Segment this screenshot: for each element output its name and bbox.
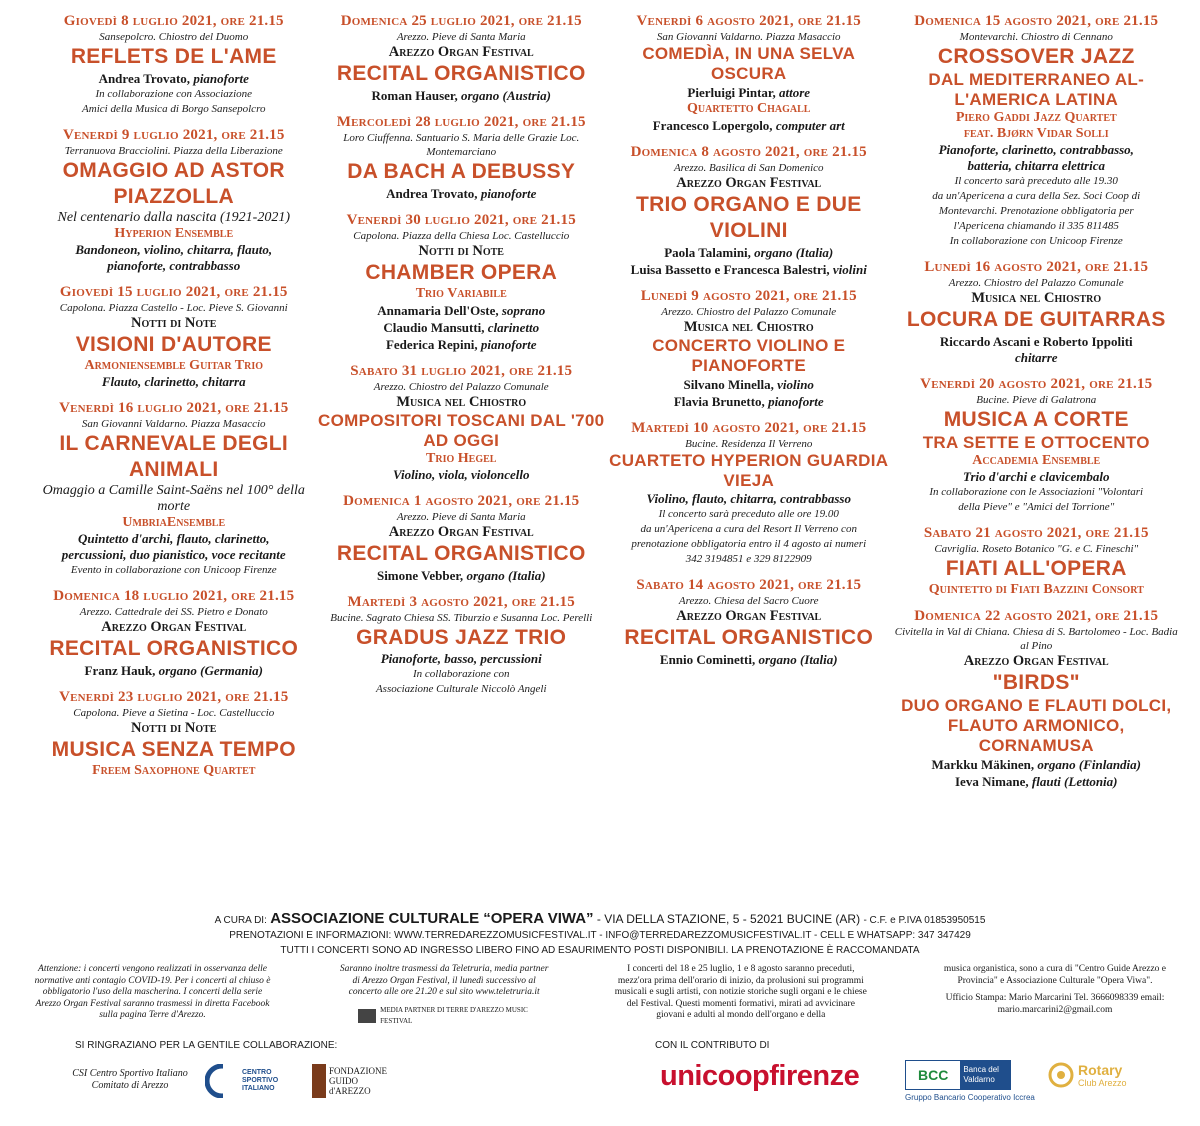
event-title: VISIONI D'AUTORE — [75, 333, 272, 356]
event-instruments: Violino, viola, violoncello — [393, 467, 530, 482]
performer-name: Andrea Trovato, — [98, 71, 194, 86]
event-instruments: percussioni, duo pianistico, voce recitante — [61, 547, 286, 562]
event-title: CHAMBER OPERA — [365, 261, 558, 284]
event-title-2: TRA SETTE E OTTOCENTO — [922, 433, 1150, 452]
event-note: 342 3194851 e 329 8122909 — [685, 553, 812, 565]
performer-role: organo (Austria) — [461, 88, 551, 103]
event-date: Venerdì 9 luglio 2021, ore 21.15 — [62, 127, 285, 143]
event-title: COMPOSITORI TOSCANI DAL '700 AD OGGI — [318, 411, 605, 450]
performer-name: Franz Hauk, — [84, 663, 159, 678]
event-title-2: DAL MEDITERRANEO AL-L'AMERICA LATINA — [928, 70, 1145, 109]
event-note: In collaborazione con Associazione — [95, 88, 253, 100]
organizer-address: - VIA DELLA STAZIONE, 5 - 52021 BUCINE (AR) — [596, 912, 861, 926]
event-series: Arezzo Organ Festival — [676, 175, 822, 191]
event — [30, 12, 318, 117]
event-place: Arezzo. Chiostro del Palazzo Comunale — [373, 381, 549, 393]
performer — [605, 393, 893, 410]
media-partner — [337, 1005, 552, 1028]
event-title: FIATI ALL'OPERA — [945, 557, 1127, 580]
csi-logo-icon — [205, 1064, 239, 1098]
event-place: Arezzo. Pieve di Santa Maria — [396, 511, 526, 523]
performer-role: organo (Finlandia) — [1037, 757, 1141, 772]
event-ensemble: Quintetto di Fiati Bazzini Consort — [928, 582, 1144, 597]
event-note: prenotazione obbligatoria entro il 4 agosto ai numeri — [631, 538, 867, 550]
performer-name: Francesco Lopergolo, — [652, 118, 776, 133]
event-series: Musica nel Chiostro — [396, 394, 527, 410]
event-date: Venerdì 16 luglio 2021, ore 21.15 — [59, 400, 289, 416]
performer — [893, 756, 1181, 773]
event-title-2: DUO ORGANO E FLAUTI DOLCI, FLAUTO ARMONICO, CORNAMUSA — [901, 696, 1172, 755]
event-note: da un'Apericena a cura del Resort Il Verreno con — [640, 523, 857, 535]
event-instruments: Violino, flauto, chitarra, contrabbasso — [646, 491, 851, 506]
thanks-label: SI RINGRAZIANO PER LA GENTILE COLLABORAZIONE: — [75, 1040, 338, 1051]
performer — [605, 376, 893, 393]
event-title: MUSICA SENZA TEMPO — [51, 738, 296, 761]
rotary-logo — [1048, 1062, 1127, 1088]
event-date: Mercoledì 28 luglio 2021, ore 21.15 — [336, 114, 586, 130]
footer — [0, 910, 1200, 957]
event-place: Arezzo. Chiostro del Palazzo Comunale — [948, 277, 1124, 289]
covid-note: Attenzione: i concerti vengono realizzati in osservanza delle normative anti contagio COVID-19. Per i concerti al chiuso è obbligatorio l'uso della mascherina. I concerti della serie Arezzo Organ Festival saranno trasmessi in diretta Facebook sulla pagina Terre d'Arezzo. — [34, 964, 271, 1020]
event-date: Venerdì 30 luglio 2021, ore 21.15 — [346, 212, 576, 228]
event-place: Civitella in Val di Chiana. Chiesa di S. Bartolomeo - Loc. Badia al Pino — [894, 626, 1178, 652]
event-title: RECITAL ORGANISTICO — [624, 626, 874, 649]
event — [893, 524, 1181, 598]
event — [893, 607, 1181, 790]
event-ensemble: Accademia Ensemble — [972, 453, 1101, 468]
event-title: RECITAL ORGANISTICO — [336, 542, 586, 565]
csi-logo — [205, 1064, 292, 1098]
event-date: Martedì 3 agosto 2021, ore 21.15 — [347, 594, 575, 610]
event — [605, 576, 893, 668]
performer-name: Simone Vebber, — [376, 568, 467, 583]
event-place: Arezzo. Cattedrale dei SS. Pietro e Donato — [79, 606, 268, 618]
event — [605, 143, 893, 278]
event-ensemble: Quartetto Chagall — [687, 101, 811, 116]
performer-name: Paola Talamini, — [664, 245, 755, 260]
teletruria-note — [337, 964, 552, 1028]
teletruria-text: Saranno inoltre trasmessi da Teletruria, media partner di Arezzo Organ Festival, il lunedì successivo al concerto alle ore 21.20 e sul sito www.teletruria.it — [339, 964, 549, 997]
performer-role: organo (Italia) — [758, 652, 838, 667]
performer-name: Ieva Nimane, — [954, 774, 1032, 789]
unicoop-logo: unicoopfirenze — [660, 1060, 860, 1092]
rotary-name: Rotary — [1078, 1062, 1123, 1078]
event-title: GRADUS JAZZ TRIO — [356, 626, 567, 649]
contribution-label: CON IL CONTRIBUTO DI — [655, 1040, 770, 1051]
event-note: l'Apericena chiamando il 335 811485 — [953, 220, 1119, 232]
teletruria-logo-icon — [358, 1009, 376, 1023]
rotary-wheel-icon — [1048, 1062, 1074, 1088]
footnotes — [30, 964, 1180, 1028]
event-ensemble: Trio Variabile — [415, 286, 507, 301]
event-place: Capolona. Pieve a Sietina - Loc. Castelluccio — [73, 707, 275, 719]
event-date: Sabato 31 luglio 2021, ore 21.15 — [350, 363, 573, 379]
event-date: Domenica 15 agosto 2021, ore 21.15 — [914, 13, 1159, 29]
event-place: Capolona. Piazza della Chiesa Loc. Castelluccio — [353, 230, 570, 242]
organ-talks-text: musica organistica, sono a cura di "Centro Guide Arezzo e Provincia" e Associazione Culturale "Opera Viwa". — [943, 964, 1167, 986]
press-office: Ufficio Stampa: Mario Marcarini Tel. 3666098339 email: mario.marcarini2@gmail.com — [945, 993, 1165, 1015]
free-entry-info: TUTTI I CONCERTI SONO AD INGRESSO LIBERO FINO AD ESAURIMENTO POSTI DISPONIBILI. LA PRENOTAZIONE È RACCOMANDATA — [280, 945, 920, 956]
performer-role: violini — [832, 262, 867, 277]
event — [893, 258, 1181, 366]
event — [605, 419, 893, 567]
event-title: CONCERTO VIOLINO E PIANOFORTE — [652, 336, 846, 375]
event-date: Lunedì 9 agosto 2021, ore 21.15 — [640, 288, 857, 304]
event-note: Il concerto sarà preceduto alle 19.30 — [954, 175, 1118, 187]
event-instruments: Pianoforte, basso, percussioni — [380, 651, 542, 666]
event-title: COMEDÌA, IN UNA SELVA OSCURA — [642, 44, 856, 83]
event-note: In collaborazione con — [412, 668, 510, 680]
performer — [318, 336, 606, 353]
event-subtitle: Nel centenario dalla nascita (1921-2021) — [57, 210, 291, 225]
rotary-text — [1078, 1062, 1127, 1088]
performer — [30, 70, 318, 87]
event-ensemble: Hyperion Ensemble — [114, 226, 234, 241]
event-instruments: Pianoforte, clarinetto, contrabbasso, — [938, 142, 1134, 157]
event — [30, 283, 318, 390]
event — [893, 12, 1181, 249]
event-date: Domenica 8 agosto 2021, ore 21.15 — [630, 144, 867, 160]
event-series: Arezzo Organ Festival — [676, 608, 822, 624]
event-date: Domenica 22 agosto 2021, ore 21.15 — [914, 608, 1159, 624]
event-title: RECITAL ORGANISTICO — [336, 62, 586, 85]
event-date: Domenica 1 agosto 2021, ore 21.15 — [343, 493, 580, 509]
event-ensemble: Trio Hegel — [426, 451, 497, 466]
event-date: Giovedì 8 luglio 2021, ore 21.15 — [63, 13, 284, 29]
event-title: RECITAL ORGANISTICO — [49, 637, 299, 660]
event-instruments: Trio d'archi e clavicembalo — [963, 469, 1110, 484]
event-place: Bucine. Pieve di Galatrona — [976, 394, 1097, 406]
performer-role: computer art — [775, 118, 845, 133]
performer-role: pianoforte — [768, 394, 824, 409]
bcc-logo-text: BCC — [918, 1067, 949, 1083]
performer-role: organo (Germania) — [158, 663, 263, 678]
organizer-name: ASSOCIAZIONE CULTURALE “OPERA VIWA” — [270, 910, 594, 927]
event-place: Loro Ciuffenna. Santuario S. Maria delle Grazie Loc. Montemarciano — [343, 132, 580, 158]
event-place: Bucine. Sagrato Chiesa SS. Tiburzio e Susanna Loc. Perelli — [330, 612, 593, 624]
event-note: Montevarchi. Prenotazione obbligatoria per — [938, 205, 1134, 217]
event-title: MUSICA A CORTE — [943, 408, 1129, 431]
performer — [605, 244, 893, 261]
event-note: Il concerto sarà preceduto alle ore 19.00 — [658, 508, 839, 520]
event — [30, 587, 318, 679]
performer-role: pianoforte — [480, 337, 537, 352]
event-place: Arezzo. Pieve di Santa Maria — [396, 31, 526, 43]
event-ensemble: UmbriaEnsemble — [122, 515, 226, 530]
organizer-vat: - C.F. e P.IVA 01853950515 — [863, 915, 986, 926]
performer-name: Markku Mäkinen, — [931, 757, 1038, 772]
event-title: LOCURA DE GUITARRAS — [906, 308, 1166, 331]
event — [318, 113, 606, 202]
event-date: Domenica 25 luglio 2021, ore 21.15 — [340, 13, 582, 29]
performer — [318, 567, 606, 584]
event — [318, 593, 606, 697]
event-date: Lunedì 16 agosto 2021, ore 21.15 — [924, 259, 1149, 275]
event — [30, 399, 318, 578]
performer — [605, 84, 893, 101]
performer-name: Luisa Bassetto e Francesca Balestri, — [630, 262, 833, 277]
event-date: Venerdì 6 agosto 2021, ore 21.15 — [636, 13, 861, 29]
event — [318, 12, 606, 104]
event-note: Evento in collaborazione con Unicoop Firenze — [70, 564, 277, 576]
event-instruments: Bandoneon, violino, chitarra, flauto, — [75, 242, 273, 257]
performer-name: Annamaria Dell'Oste, — [377, 303, 502, 318]
performer — [318, 302, 606, 319]
event-date: Venerdì 20 agosto 2021, ore 21.15 — [920, 376, 1153, 392]
event-instruments: Flauto, clarinetto, chitarra — [101, 374, 246, 389]
event-place: Terranuova Bracciolini. Piazza della Liberazione — [64, 145, 283, 157]
event-place: Sansepolcro. Chiostro del Duomo — [99, 31, 249, 43]
performer — [605, 117, 893, 134]
performer-role: pianoforte — [480, 186, 537, 201]
event-series: Arezzo Organ Festival — [963, 653, 1109, 669]
event-series: Notti di Note — [131, 720, 217, 736]
guido-logo — [312, 1064, 387, 1098]
event-title: IL CARNEVALE DEGLI ANIMALI — [59, 432, 289, 481]
event-date: Martedì 10 agosto 2021, ore 21.15 — [631, 420, 867, 436]
performer — [318, 185, 606, 202]
guido-portrait-icon — [312, 1064, 326, 1098]
event — [318, 211, 606, 353]
event-date: Domenica 18 luglio 2021, ore 21.15 — [53, 588, 295, 604]
event-date: Giovedì 15 luglio 2021, ore 21.15 — [59, 284, 288, 300]
event-series: Arezzo Organ Festival — [388, 44, 534, 60]
event-ensemble: Armoniensemble Guitar Trio — [84, 358, 264, 373]
organ-talks-note: I concerti del 18 e 25 luglio, 1 e 8 agosto saranno preceduti, mezz'ora prima dell'orario di inizio, da prolusioni sui programmi musicali e sugli artisti, con notizie storiche sugli organi e le chiese del Festival. Questi momenti formativi, mirati ad avvicinare giovani e adulti al mondo dell'organo e della — [614, 964, 867, 1020]
event-place: Montevarchi. Chiostro di Cennano — [959, 31, 1113, 43]
event-title: "BIRDS" — [992, 671, 1080, 694]
event-series: Arezzo Organ Festival — [101, 619, 247, 635]
csi-logo-text: CENTRO SPORTIVO ITALIANO — [242, 1069, 279, 1092]
event-date: Venerdì 23 luglio 2021, ore 21.15 — [59, 689, 289, 705]
event-ensemble: Piero Gaddi Jazz Quartet — [955, 110, 1117, 125]
event-series: Musica nel Chiostro — [971, 290, 1102, 306]
performer-role: violino — [777, 377, 814, 392]
event — [30, 688, 318, 779]
event-note: Associazione Culturale Niccolò Angeli — [375, 683, 547, 695]
event-place: Arezzo. Chiostro del Palazzo Comunale — [661, 306, 837, 318]
performer-role: soprano — [501, 303, 546, 318]
program-columns — [30, 12, 1180, 902]
performer-name: Pierluigi Pintar, — [687, 85, 780, 100]
bcc-group: Gruppo Bancario Cooperativo Iccrea — [905, 1093, 1035, 1102]
event — [605, 12, 893, 134]
performer — [893, 773, 1181, 790]
performer — [893, 333, 1181, 350]
program-column — [318, 12, 606, 902]
event-place: Arezzo. Basilica di San Domenico — [673, 162, 824, 174]
performer — [605, 261, 893, 278]
event-title: OMAGGIO AD ASTOR PIAZZOLLA — [62, 159, 285, 208]
event-date: Sabato 21 agosto 2021, ore 21.15 — [923, 525, 1149, 541]
event-ensemble: Freem Saxophone Quartet — [92, 763, 256, 778]
performer-role: clarinetto — [487, 320, 540, 335]
event-series: Notti di Note — [131, 315, 217, 331]
bcc-bank-name: Banca del Valdarno — [960, 1061, 1010, 1089]
performer-name: Ennio Cominetti, — [659, 652, 759, 667]
event-note: della Pieve" e "Amici del Torrione" — [958, 501, 1115, 513]
performer-name: Roman Hauser, — [371, 88, 461, 103]
event-instruments: chitarre — [1014, 350, 1058, 365]
performer-role: attore — [779, 85, 811, 100]
event-title: CUARTETO HYPERION GUARDIA VIEJA — [609, 451, 889, 490]
performer-role: organo (Italia) — [754, 245, 834, 260]
organ-talks-note-2 — [930, 964, 1180, 1028]
event-note: In collaborazione con Unicoop Firenze — [949, 235, 1123, 247]
performer-role: pianoforte — [193, 71, 249, 86]
event-place: San Giovanni Valdarno. Piazza Masaccio — [656, 31, 841, 43]
event-title: REFLETS DE L'AME — [70, 45, 277, 68]
bcc-logo — [905, 1060, 1011, 1090]
booking-info: PRENOTAZIONI E INFORMAZIONI: WWW.TERREDAREZZOMUSICFESTIVAL.IT - INFO@TERREDAREZZOMUSICFESTIVAL.IT - CELL E WHATSAPP: 347 347429 — [229, 930, 971, 941]
event-instruments: Quintetto d'archi, flauto, clarinetto, — [78, 531, 270, 546]
performer-name: Flavia Brunetto, — [673, 394, 769, 409]
performer-name: Silvano Minella, — [683, 377, 778, 392]
event — [605, 287, 893, 410]
event-instruments: pianoforte, contrabbasso — [107, 258, 241, 273]
event-note: In collaborazione con le Associazioni "Volontari — [929, 486, 1144, 498]
performer — [318, 319, 606, 336]
program-column — [893, 12, 1181, 902]
event-place: Capolona. Piazza Castello - Loc. Pieve S. Giovanni — [59, 302, 288, 314]
performer-name: Federica Repini, — [385, 337, 481, 352]
event-place: Cavriglia. Roseto Botanico "G. e C. Fineschi" — [934, 543, 1139, 555]
program-column — [605, 12, 893, 902]
csi-text: CSI Centro Sportivo Italiano Comitato di Arezzo — [72, 1068, 188, 1091]
event-place: Arezzo. Chiesa del Sacro Cuore — [678, 595, 819, 607]
event-ensemble-2: feat. Bjørn Vidar Solli — [963, 126, 1109, 141]
event-title: CROSSOVER JAZZ — [937, 45, 1135, 68]
guido-logo-text: FONDAZIONE GUIDO d'AREZZO — [329, 1066, 387, 1096]
event-subtitle: Omaggio a Camille Saint-Saëns nel 100° della morte — [42, 483, 305, 514]
event — [318, 492, 606, 584]
performer-name: Andrea Trovato, — [386, 186, 481, 201]
event — [893, 375, 1181, 515]
rotary-club: Club Arezzo — [1078, 1078, 1127, 1088]
event-series: Musica nel Chiostro — [683, 319, 814, 335]
performer — [605, 651, 893, 668]
performer — [318, 87, 606, 104]
curated-prefix: A CURA DI: — [214, 915, 267, 926]
event-instruments: batteria, chitarra elettrica — [967, 158, 1106, 173]
event-title: TRIO ORGANO E DUE VIOLINI — [635, 193, 862, 242]
event-note: da un'Apericena a cura della Sez. Soci Coop di — [932, 190, 1141, 202]
curated-by — [0, 910, 1200, 927]
event-series: Notti di Note — [418, 243, 504, 259]
media-partner-text: MEDIA PARTNER DI TERRE D'AREZZO MUSIC FESTIVAL — [380, 1005, 528, 1025]
performer-role: organo (Italia) — [466, 568, 546, 583]
event-place: San Giovanni Valdarno. Piazza Masaccio — [81, 418, 266, 430]
performer-name: Claudio Mansutti, — [383, 320, 488, 335]
performer-name: Riccardo Ascani e Roberto Ippoliti — [939, 334, 1133, 349]
event-note: Amici della Musica di Borgo Sansepolcro — [82, 103, 266, 115]
event — [30, 126, 318, 274]
event-place: Bucine. Residenza Il Verreno — [685, 438, 813, 450]
program-column — [30, 12, 318, 902]
event-title: DA BACH A DEBUSSY — [347, 160, 576, 183]
performer-role: flauti (Lettonia) — [1031, 774, 1118, 789]
performer — [30, 662, 318, 679]
event-series: Arezzo Organ Festival — [388, 524, 534, 540]
event-date: Sabato 14 agosto 2021, ore 21.15 — [636, 577, 862, 593]
event — [318, 362, 606, 483]
